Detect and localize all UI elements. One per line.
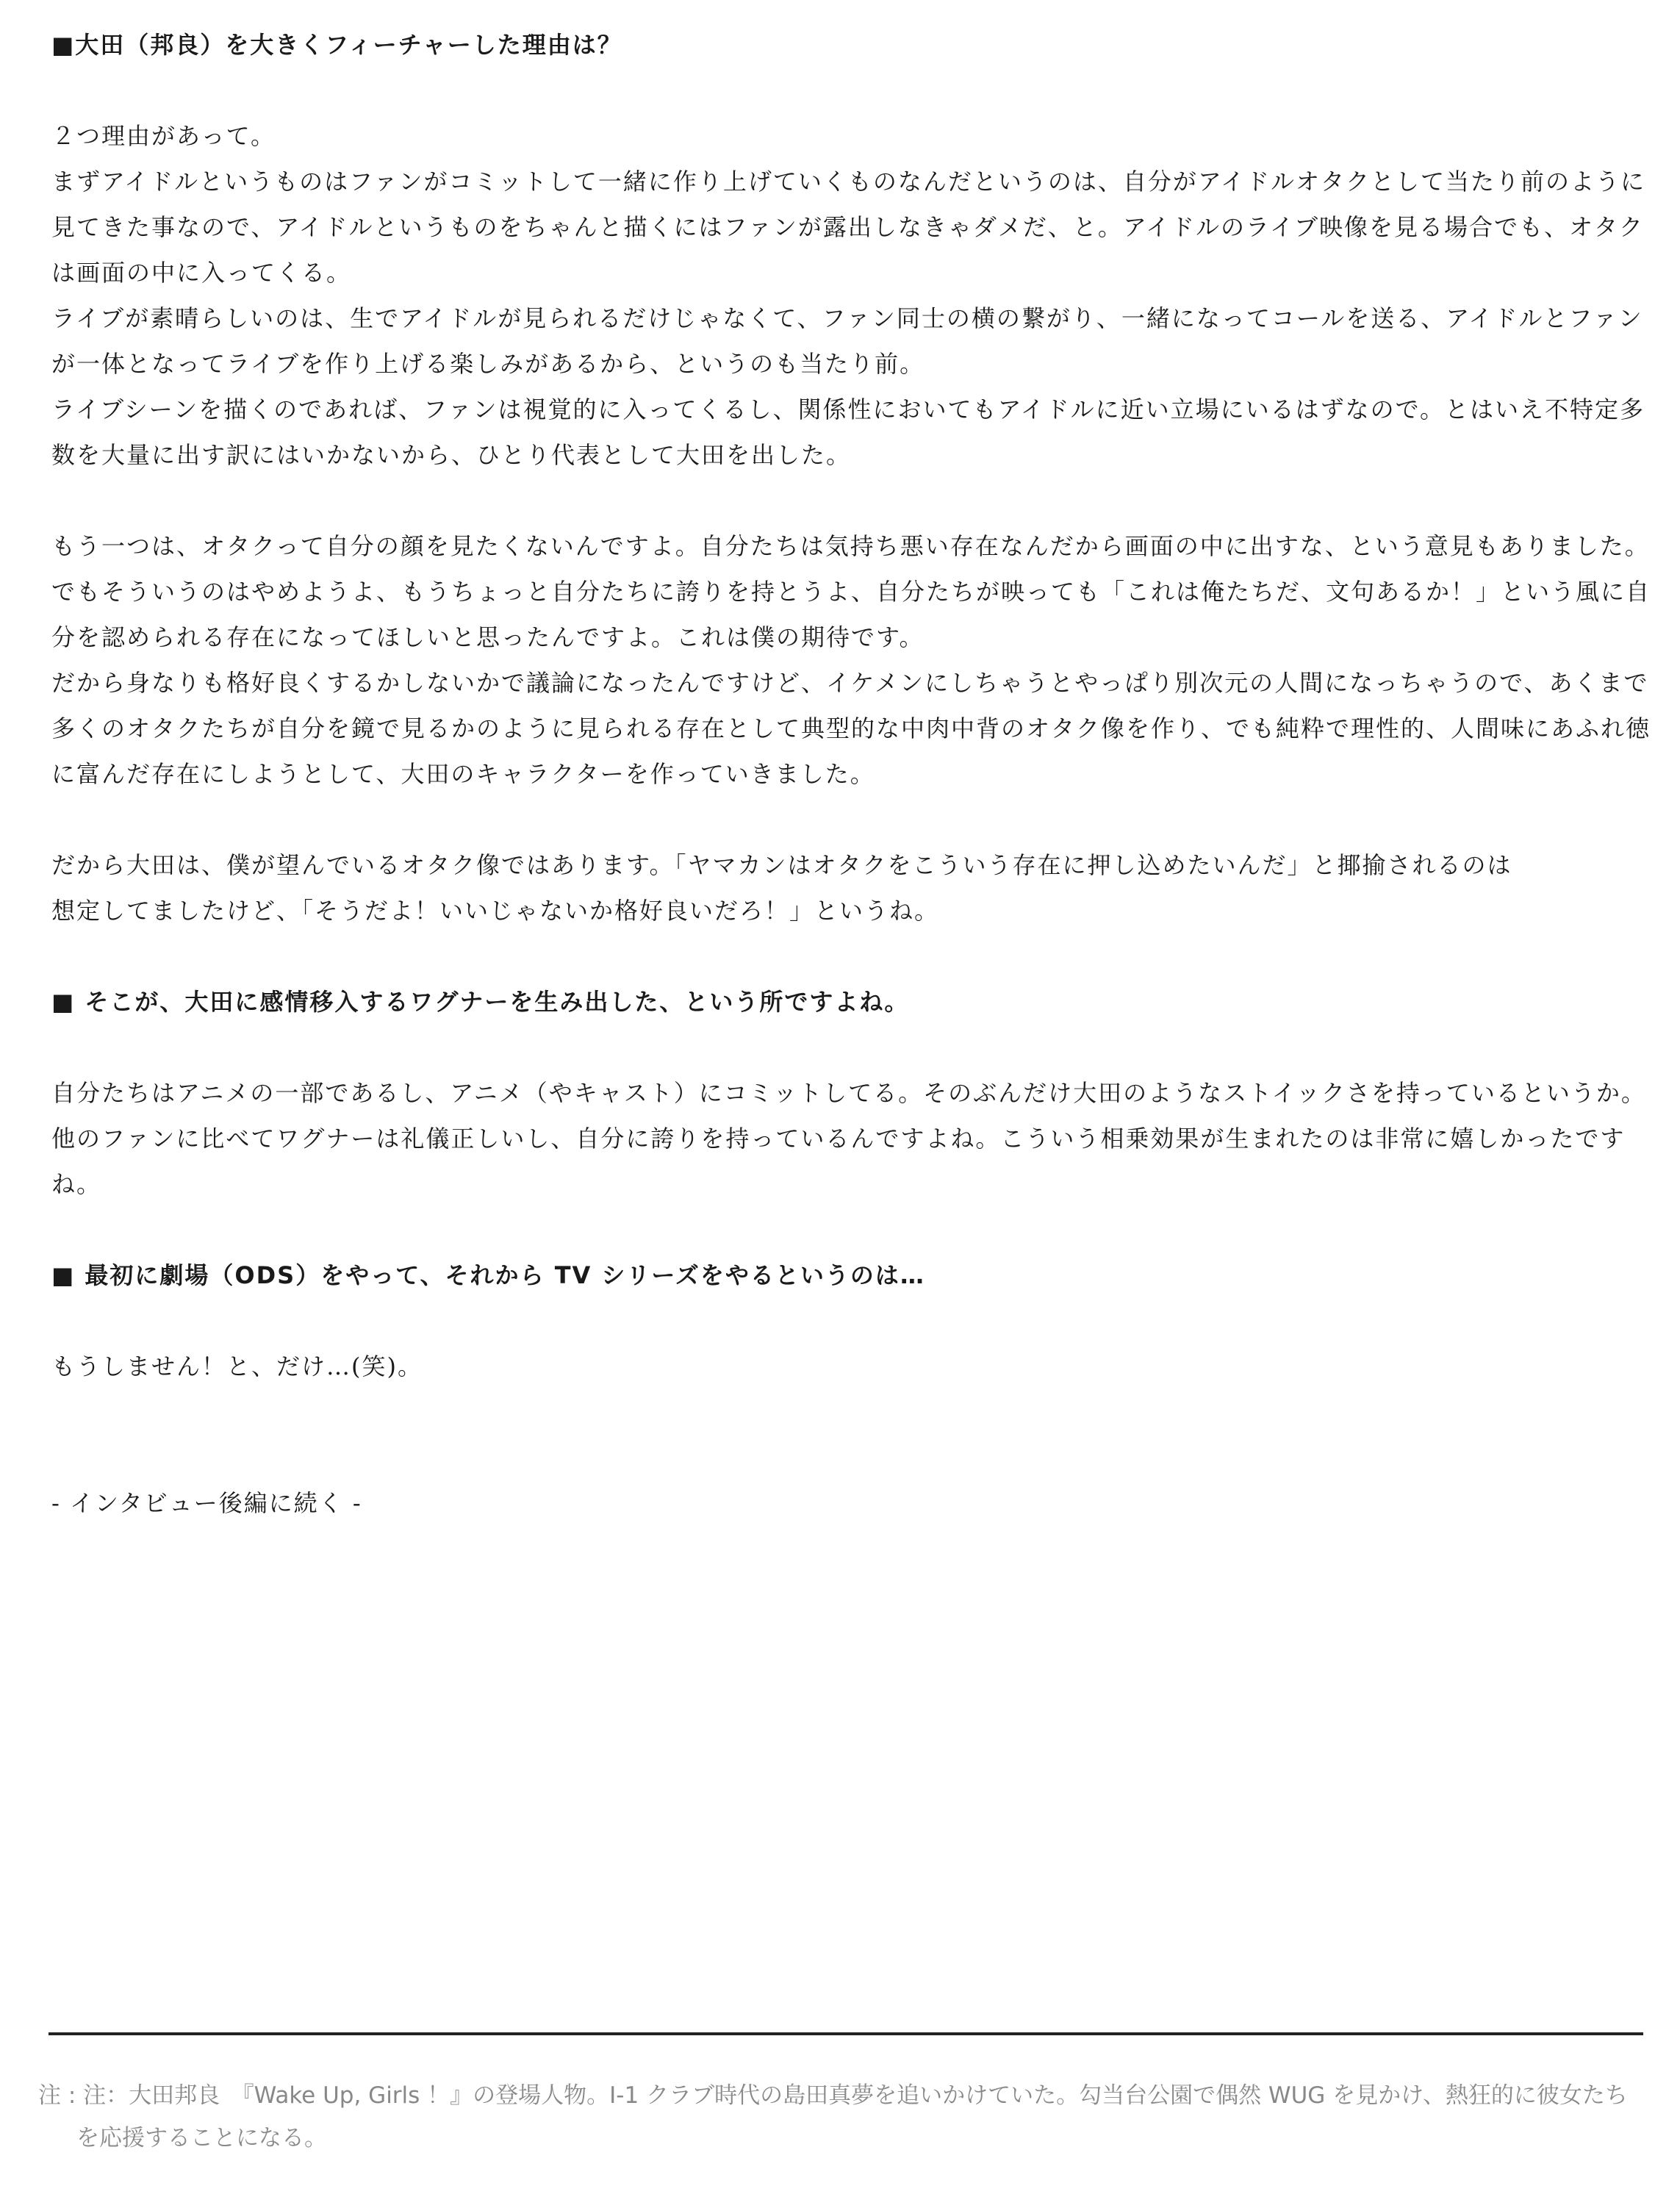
- answer-paragraph-2: まずアイドルというものはファンがコミットして一緒に作り上げていくものなんだというのは、自分がアイドルオタクとして当たり前のように見てきた事なので、アイドルというものをちゃんと描くにはファンが露出しなきゃダメだ、と。アイドルのライブ映像を見る場合でも、オタクは画面の中に入ってくる。: [51, 168, 1645, 287]
- article-body: [51, 22, 1661, 1526]
- spacer: [51, 933, 1661, 979]
- spacer: [51, 68, 1661, 113]
- spacer: [51, 1025, 1661, 1070]
- answer-paragraph-8: 自分たちはアニメの一部であるし、アニメ（やキャスト）にコミットしてる。そのぶんだけ大田のようなストイックさを持っているというか。他のファンに比べてワグナーは礼儀正しいし、自分に誇りを持っているんですよね。こういう相乗効果が生まれたのは非常に嬉しかったですね。: [51, 1079, 1646, 1198]
- answer-paragraph-3: ライブが素晴らしいのは、生でアイドルが見られるだけじゃなくて、ファン同士の横の繋がり、一緒になってコールを送る、アイドルとファンが一体となってライブを作り上げる楽しみがあるから、というのも当たり前。: [51, 304, 1643, 378]
- answer-paragraph-1: ２つ理由があって。: [51, 122, 276, 150]
- question-heading-2: ■ そこが、大田に感情移入するワグナーを生み出した、という所ですよね。: [51, 988, 910, 1016]
- answer-paragraph-7-line-2: 想定してましたけど、「そうだよ！いいじゃないか格好良いだろ！」というね。: [51, 897, 940, 925]
- answer-paragraph-7-line-1: だから大田は、僕が望んでいるオタク像ではあります。「ヤマカンはオタクをこういう存在に押し込めたいんだ」と揶揄されるのは: [51, 851, 1512, 879]
- spacer: [51, 1389, 1661, 1480]
- answer-paragraph-9: もうしません！と、だけ…(笑)。: [51, 1352, 423, 1380]
- answer-paragraph-6: だから身なりも格好良くするかしないかで議論になったんですけど、イケメンにしちゃうとやっぱり別次元の人間になっちゃうので、あくまで多くのオタクたちが自分を鏡で見るかのように見られる存在として典型的な中肉中背のオタク像を作り、でも純粋で理性的、人間味にあふれ徳に富んだ存在にしようとして、大田のキャラクターを作っていきました。: [51, 669, 1651, 788]
- footnote-divider: [49, 2032, 1643, 2035]
- answer-paragraph-4: ライブシーンを描くのであれば、ファンは視覚的に入ってくるし、関係性においてもアイドルに近い立場にいるはずなので。とはいえ不特定多数を大量に出す訳にはいかないから、ひとり代表として大田を出した。: [51, 395, 1645, 469]
- question-heading-3: ■ 最初に劇場（ODS）をやって、それから TV シリーズをやるというのは…: [51, 1261, 925, 1289]
- footnote: 注 : 注：大田邦良 『Wake Up, Girls ！』の登場人物。I-1 クラブ時代の島田真夢を追いかけていた。勾当台公園で偶然 WUG を見かけ、熱狂的に彼女たちを応援することになる。: [38, 2082, 1628, 2151]
- spacer: [51, 797, 1661, 842]
- continued-notice: - インタビュー後編に続く -: [51, 1489, 362, 1517]
- answer-paragraph-5: もう一つは、オタクって自分の顔を見たくないんですよ。自分たちは気持ち悪い存在なんだから画面の中に出すな、という意見もありました。でもそういうのはやめようよ、もうちょっと自分たちに誇りを持とうよ、自分たちが映っても「これは俺たちだ、文句あるか！」という風に自分を認められる存在になってほしいと思ったんですよ。これは僕の期待です。: [51, 532, 1651, 651]
- spacer: [51, 478, 1661, 523]
- spacer: [51, 1207, 1661, 1252]
- question-heading-1: ■大田（邦良）を大きくフィーチャーした理由は？: [51, 31, 622, 59]
- spacer: [51, 1298, 1661, 1344]
